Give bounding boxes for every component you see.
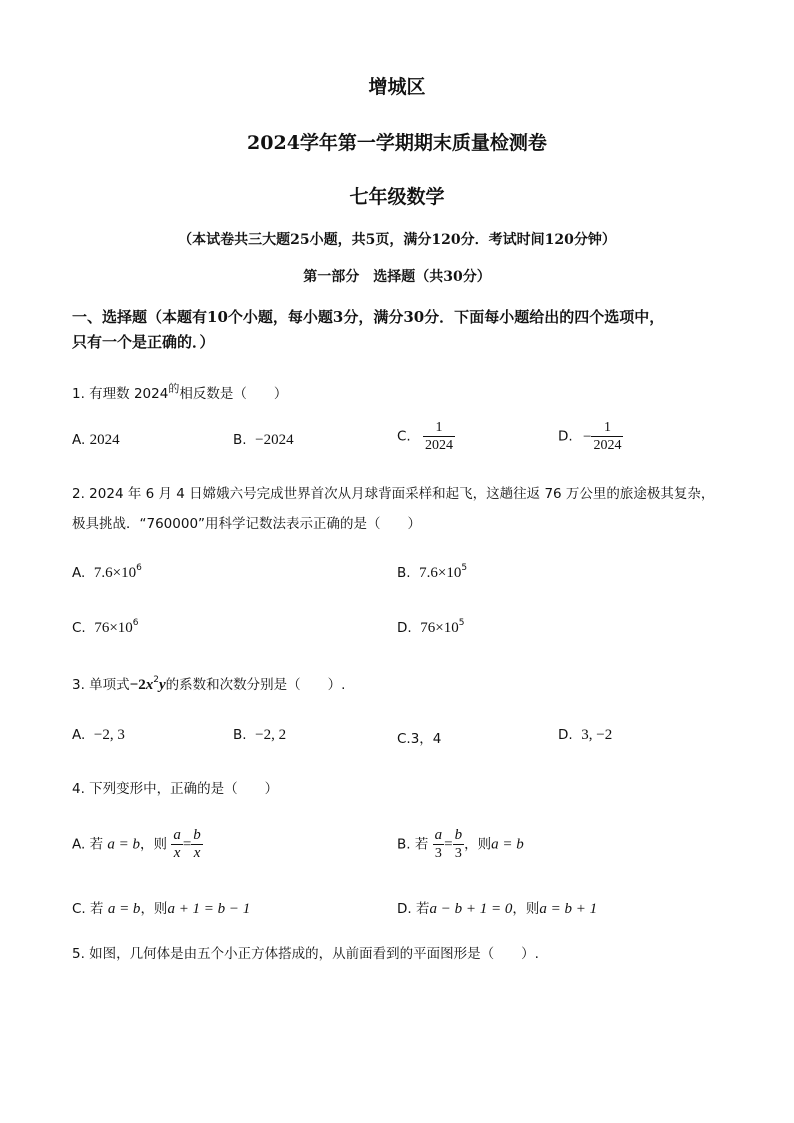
q3-c-label: C.	[397, 731, 411, 747]
q1-c-label: C.	[397, 428, 411, 445]
q3-c-value: 3，4	[410, 731, 442, 747]
q3-a-label: A.	[72, 727, 86, 743]
q1-c-num: 1	[435, 420, 443, 435]
q3-expr-x: x	[145, 677, 154, 693]
q4-d-label: D. 若	[397, 901, 430, 917]
q3-d-value: 3, −2	[581, 727, 613, 743]
q2-option-c	[72, 618, 139, 637]
q4-a-rden: x	[193, 845, 201, 861]
subject-title: 七年级数学	[349, 186, 445, 208]
q4-option-a	[72, 828, 203, 861]
q3-a-value: −2, 3	[93, 727, 125, 743]
q3-expr-coef: −2	[129, 677, 146, 693]
q4-a-left-fraction	[171, 828, 183, 861]
q2-a-label: A.	[72, 565, 86, 581]
q1-c-fraction	[423, 420, 455, 453]
q4-b-left-fraction	[433, 828, 445, 861]
q3-stem-suffix: 的系数和次数分别是（ ）.	[165, 677, 346, 693]
q4-a-lnum: a	[173, 827, 181, 843]
section-heading-line1: 一、选择题（本题有10个小题，每小题3分，满分30分．下面每小题给出的四个选项中，	[72, 308, 665, 326]
q4-a-rnum: b	[193, 827, 201, 843]
q3-option-c	[397, 727, 441, 747]
district-title: 增城区	[368, 76, 426, 98]
q2-a-exp: 6	[136, 563, 142, 573]
q2-b-base: 7.6×10	[419, 565, 462, 581]
q4-a-lden: x	[173, 845, 181, 861]
q2-d-base: 76×10	[420, 620, 459, 636]
q4-c-label: C. 若	[72, 901, 104, 917]
question-4-stem: 4. 下列变形中，正确的是（ ）	[72, 781, 279, 797]
q2-b-label: B.	[397, 565, 411, 581]
q1-stem-sup: 的	[168, 382, 180, 395]
q4-b-eq: =	[444, 836, 453, 853]
part-title: 第一部分 选择题（共30分）	[303, 269, 491, 285]
q1-d-num: 1	[603, 420, 611, 435]
q2-option-d	[397, 618, 464, 637]
question-1-stem	[72, 380, 287, 402]
q4-d-then: ，则	[512, 901, 540, 917]
q4-b-res: a = b	[491, 836, 524, 853]
q4-option-d	[397, 897, 597, 918]
q1-d-label: D.	[558, 428, 573, 445]
q4-b-lnum: a	[434, 827, 443, 843]
q1-c-den: 2024	[425, 438, 454, 453]
q4-a-right-fraction	[191, 828, 203, 861]
q1-d-sign: −	[582, 428, 592, 445]
q2-c-base: 76×10	[94, 620, 133, 636]
q2-c-exp: 6	[132, 618, 139, 628]
q1-stem-suffix: 相反数是（ ）	[179, 386, 288, 402]
q4-b-rden: 3	[454, 846, 462, 861]
q4-d-cond: a − b + 1 = 0	[429, 901, 513, 917]
q3-stem-prefix: 3. 单项式	[72, 677, 130, 693]
q1-a-label: A.	[72, 432, 86, 448]
q4-c-res: a + 1 = b − 1	[167, 901, 251, 917]
q2-a-base: 7.6×10	[93, 565, 137, 581]
q1-d-den: 2024	[593, 438, 622, 453]
section-heading-line2: 只有一个是正确的．）	[72, 333, 215, 351]
q1-option-b	[233, 432, 294, 449]
q1-d-fraction	[591, 420, 623, 453]
q1-b-label: B.	[233, 432, 247, 448]
q4-a-cond: a = b	[107, 836, 141, 853]
q3-b-label: B.	[233, 727, 247, 743]
q3-option-b	[233, 727, 286, 744]
q3-option-a	[72, 727, 125, 744]
q4-d-res: a = b + 1	[539, 901, 598, 917]
q2-option-b	[397, 563, 467, 582]
exam-title: 2024学年第一学期期末质量检测卷	[247, 132, 547, 154]
question-2-stem-line1: 2. 2024 年 6 月 4 日嫦娥六号完成世界首次从月球背面采样和起飞，这趟往返 76 万公里的旅途极其复杂，	[72, 486, 715, 502]
q4-option-c	[72, 897, 250, 918]
q4-b-then: ，则	[464, 836, 492, 853]
q1-stem-prefix: 1. 有理数 2024	[72, 386, 169, 402]
q1-b-value: −2024	[255, 432, 294, 448]
q4-b-label: B. 若	[397, 836, 429, 853]
q4-a-then: ，则	[140, 836, 168, 853]
q4-a-eq: =	[182, 836, 192, 853]
q3-expr-exp: 2	[153, 675, 159, 685]
q4-option-b	[397, 828, 524, 861]
q4-b-rnum: b	[454, 827, 463, 843]
question-3-stem	[72, 673, 345, 694]
q1-option-a	[72, 432, 120, 449]
q3-option-d	[558, 727, 612, 744]
q2-option-a	[72, 563, 142, 582]
q4-a-label: A. 若	[72, 836, 104, 853]
exam-note: （本试卷共三大题25小题，共5页，满分120分．考试时间120分钟）	[178, 232, 616, 248]
q2-b-exp: 5	[461, 563, 468, 573]
q1-option-c	[397, 420, 455, 453]
q4-c-then: ，则	[140, 901, 168, 917]
q1-option-d	[558, 420, 623, 453]
q3-expr-y: y	[158, 677, 166, 693]
q2-c-label: C.	[72, 620, 86, 636]
q4-c-cond: a = b	[107, 901, 141, 917]
question-2-stem-line2: 极具挑战．“760000”用科学记数法表示正确的是（ ）	[72, 516, 422, 532]
q2-d-exp: 5	[458, 618, 465, 628]
q1-a-value: 2024	[89, 432, 120, 448]
q4-b-lden: 3	[434, 846, 442, 861]
q4-b-right-fraction	[453, 828, 465, 861]
q3-b-value: −2, 2	[255, 727, 287, 743]
q3-d-label: D.	[558, 727, 573, 743]
question-5-stem: 5. 如图，几何体是由五个小正方体搭成的，从前面看到的平面图形是（ ）.	[72, 946, 539, 962]
q2-d-label: D.	[397, 620, 412, 636]
